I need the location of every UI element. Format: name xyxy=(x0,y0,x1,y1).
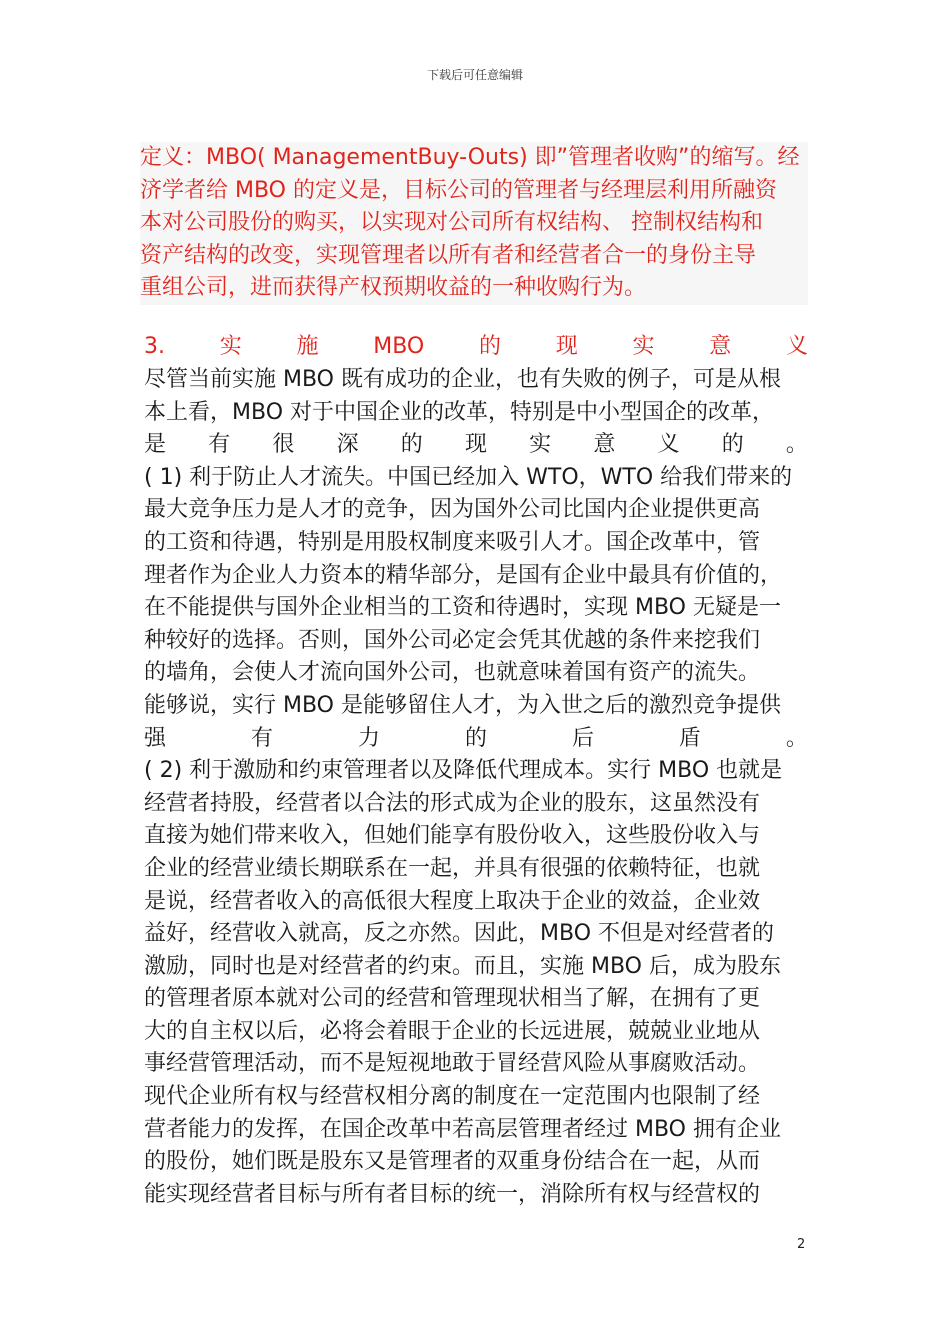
justified-word: 力 xyxy=(357,725,380,751)
heading-word: 实 xyxy=(632,334,655,359)
page-header: 下载后可任意编辑 xyxy=(426,68,523,82)
body-line: 本上看，MBO 对于中国企业的改革，特别是中小型国企的改革， xyxy=(144,399,774,425)
body-line: 的墙角，会使人才流向国外公司，也就意味着国有资产的流失。 xyxy=(144,660,761,686)
justified-word: 。 xyxy=(785,725,808,751)
body-line: 的工资和待遇，特别是用股权制度来吸引人才。国企改革中，管 xyxy=(144,529,761,555)
section-heading xyxy=(144,330,808,363)
justified-word: 是 xyxy=(144,432,167,458)
definition-line: 济学者给 MBO 的定义是，目标公司的管理者与经理层利用所融资 xyxy=(140,177,777,203)
body-line: 在不能提供与国外企业相当的工资和待遇时，实现 MBO 无疑是一 xyxy=(144,595,781,621)
justified-word: 现 xyxy=(464,432,487,458)
definition-line: 定义：MBO( ManagementBuy-Outs) 即”管理者收购”的缩写。经 xyxy=(140,145,800,170)
body-line: 经营者持股，经营者以合法的形式成为企业的股东，这虽然没有 xyxy=(144,790,761,816)
definition-line: 资产结构的改变，实现管理者以所有者和经营者合一的身份主导 xyxy=(140,242,757,268)
body-line: 益好，经营收入就高，反之亦然。因此，MBO 不但是对经营者的 xyxy=(144,921,774,947)
justified-word: 的 xyxy=(400,432,423,458)
heading-word: 现 xyxy=(555,334,578,359)
body-text xyxy=(144,364,808,1211)
justified-word: 强 xyxy=(144,725,167,751)
heading-word: MBO xyxy=(373,334,425,359)
body-line: 事经营管理活动，而不是短视地敢于冒经营风险从事腐败活动。 xyxy=(144,1051,761,1077)
body-line: 理者作为企业人力资本的精华部分，是国有企业中最具有价值的， xyxy=(144,562,783,588)
justified-word: 的 xyxy=(464,725,487,751)
heading-word: 实 xyxy=(219,334,242,359)
body-line: 的股份，她们既是股东又是管理者的双重身份结合在一起，从而 xyxy=(144,1149,761,1175)
body-line: 的管理者原本就对公司的经营和管理现状相当了解，在拥有了更 xyxy=(144,986,761,1012)
definition-line: 重组公司，进而获得产权预期收益的一种收购行为。 xyxy=(140,275,647,301)
body-line: 企业的经营业绩长期联系在一起，并具有很强的依赖特征，也就 xyxy=(144,855,761,881)
justified-word: 意 xyxy=(593,432,616,458)
body-line: 种较好的选择。否则，国外公司必定会凭其优越的条件来挖我们 xyxy=(144,627,761,653)
justified-word: 有 xyxy=(250,725,273,751)
body-line: 最大竞争压力是人才的竞争，因为国外公司比国内企业提供更高 xyxy=(144,497,761,523)
body-line: 尽管当前实施 MBO 既有成功的企业，也有失败的例子，可是从根 xyxy=(144,367,781,392)
justified-word: 后 xyxy=(571,725,594,751)
definition-block xyxy=(140,142,808,305)
justified-word: 深 xyxy=(336,432,359,458)
justified-word: 。 xyxy=(785,432,808,458)
heading-word: 的 xyxy=(478,334,501,359)
body-line: 激励，同时也是对经营者的约束。而且，实施 MBO 后，成为股东 xyxy=(144,953,781,979)
heading-word: 3. xyxy=(144,334,165,359)
justified-word: 的 xyxy=(721,432,744,458)
heading-word: 义 xyxy=(785,334,808,359)
justified-line xyxy=(144,429,808,462)
definition-line: 本对公司股份的购买，以实现对公司所有权结构、 控制权结构和 xyxy=(140,210,763,236)
justified-word: 很 xyxy=(272,432,295,458)
justified-word: 有 xyxy=(208,432,231,458)
body-line: 是说，经营者收入的高低很大程度上取决于企业的效益，企业效 xyxy=(144,888,761,914)
heading-word: 施 xyxy=(296,334,319,359)
body-line: ( 2) 利于激励和约束管理者以及降低代理成本。实行 MBO 也就是 xyxy=(144,758,783,784)
page-number: 2 xyxy=(797,1237,806,1252)
justified-word: 实 xyxy=(529,432,552,458)
body-line: 能够说，实行 MBO 是能够留住人才，为入世之后的激烈竞争提供 xyxy=(144,692,781,718)
body-line: 直接为她们带来收入，但她们能享有股份收入，这些股份收入与 xyxy=(144,823,761,849)
body-line: ( 1) 利于防止人才流失。中国已经加入 WTO，WTO 给我们带来的 xyxy=(144,464,793,490)
justified-line xyxy=(144,723,808,756)
body-line: 现代企业所有权与经营权相分离的制度在一定范围内也限制了经 xyxy=(144,1084,761,1110)
justified-word: 义 xyxy=(657,432,680,458)
heading-word: 意 xyxy=(709,334,732,359)
body-line: 大的自主权以后，必将会着眼于企业的长远进展，兢兢业业地从 xyxy=(144,1018,761,1044)
justified-word: 盾 xyxy=(678,725,701,751)
body-line: 营者能力的发挥，在国企改革中若高层管理者经过 MBO 拥有企业 xyxy=(144,1116,781,1142)
body-line: 能实现经营者目标与所有者目标的统一，消除所有权与经营权的 xyxy=(144,1181,761,1207)
